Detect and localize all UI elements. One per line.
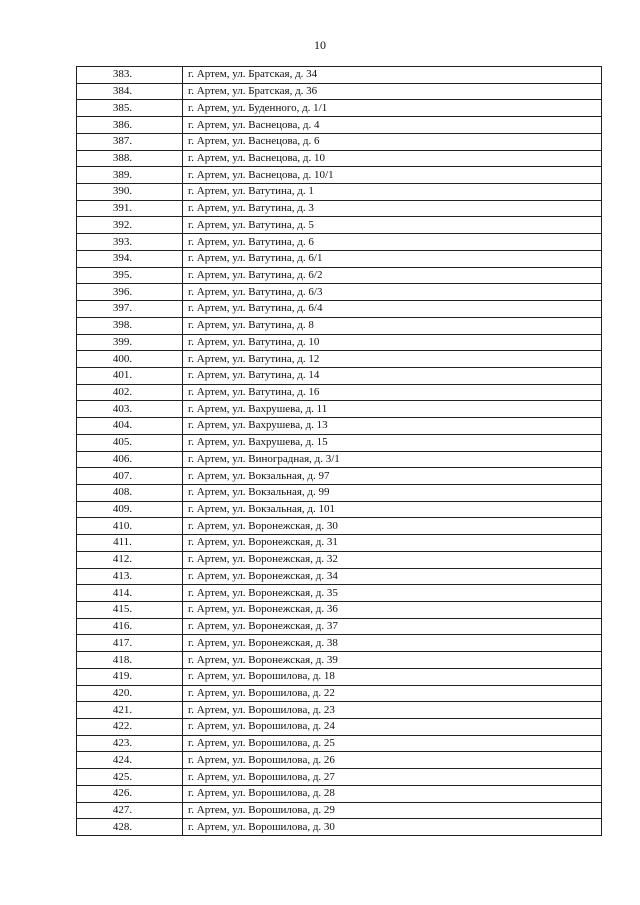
address-cell: г. Артем, ул. Васнецова, д. 6 xyxy=(183,133,602,150)
address-cell: г. Артем, ул. Буденного, д. 1/1 xyxy=(183,100,602,117)
address-cell: г. Артем, ул. Ватутина, д. 3 xyxy=(183,200,602,217)
table-row xyxy=(77,67,602,84)
row-number-cell: 417. xyxy=(77,635,183,652)
table-row xyxy=(77,518,602,535)
address-cell: г. Артем, ул. Воронежская, д. 36 xyxy=(183,602,602,619)
table-row xyxy=(77,150,602,167)
table-row xyxy=(77,234,602,251)
table-row xyxy=(77,401,602,418)
table-row xyxy=(77,384,602,401)
row-number-cell: 391. xyxy=(77,200,183,217)
table-row xyxy=(77,100,602,117)
row-number-cell: 390. xyxy=(77,184,183,201)
address-cell: г. Артем, ул. Вахрушева, д. 13 xyxy=(183,418,602,435)
table-row xyxy=(77,719,602,736)
row-number-cell: 385. xyxy=(77,100,183,117)
row-number-cell: 400. xyxy=(77,351,183,368)
table-row xyxy=(77,702,602,719)
row-number-cell: 408. xyxy=(77,484,183,501)
row-number-cell: 384. xyxy=(77,83,183,100)
address-table xyxy=(76,66,602,836)
table-row xyxy=(77,752,602,769)
table-row xyxy=(77,133,602,150)
table-row xyxy=(77,535,602,552)
table-row xyxy=(77,284,602,301)
row-number-cell: 424. xyxy=(77,752,183,769)
address-cell: г. Артем, ул. Васнецова, д. 4 xyxy=(183,117,602,134)
row-number-cell: 396. xyxy=(77,284,183,301)
table-row xyxy=(77,635,602,652)
row-number-cell: 397. xyxy=(77,301,183,318)
table-row xyxy=(77,267,602,284)
row-number-cell: 415. xyxy=(77,602,183,619)
address-cell: г. Артем, ул. Ворошилова, д. 18 xyxy=(183,668,602,685)
address-cell: г. Артем, ул. Ворошилова, д. 24 xyxy=(183,719,602,736)
table-row xyxy=(77,351,602,368)
address-cell: г. Артем, ул. Ватутина, д. 10 xyxy=(183,334,602,351)
table-row xyxy=(77,367,602,384)
row-number-cell: 398. xyxy=(77,317,183,334)
table-row xyxy=(77,334,602,351)
address-cell: г. Артем, ул. Братская, д. 36 xyxy=(183,83,602,100)
table-row xyxy=(77,117,602,134)
address-cell: г. Артем, ул. Воронежская, д. 37 xyxy=(183,618,602,635)
table-row xyxy=(77,819,602,836)
address-cell: г. Артем, ул. Ватутина, д. 6/1 xyxy=(183,250,602,267)
table-row xyxy=(77,602,602,619)
address-cell: г. Артем, ул. Вокзальная, д. 101 xyxy=(183,501,602,518)
address-cell: г. Артем, ул. Ватутина, д. 6/4 xyxy=(183,301,602,318)
address-cell: г. Артем, ул. Ватутина, д. 5 xyxy=(183,217,602,234)
row-number-cell: 428. xyxy=(77,819,183,836)
address-cell: г. Артем, ул. Ворошилова, д. 23 xyxy=(183,702,602,719)
address-cell: г. Артем, ул. Ворошилова, д. 28 xyxy=(183,785,602,802)
row-number-cell: 414. xyxy=(77,585,183,602)
row-number-cell: 419. xyxy=(77,668,183,685)
address-cell: г. Артем, ул. Ворошилова, д. 30 xyxy=(183,819,602,836)
row-number-cell: 418. xyxy=(77,652,183,669)
row-number-cell: 421. xyxy=(77,702,183,719)
row-number-cell: 388. xyxy=(77,150,183,167)
address-cell: г. Артем, ул. Вахрушева, д. 11 xyxy=(183,401,602,418)
table-row xyxy=(77,685,602,702)
address-cell: г. Артем, ул. Ватутина, д. 12 xyxy=(183,351,602,368)
row-number-cell: 410. xyxy=(77,518,183,535)
table-row xyxy=(77,652,602,669)
address-cell: г. Артем, ул. Ворошилова, д. 26 xyxy=(183,752,602,769)
table-row xyxy=(77,501,602,518)
row-number-cell: 413. xyxy=(77,568,183,585)
address-cell: г. Артем, ул. Ватутина, д. 8 xyxy=(183,317,602,334)
row-number-cell: 386. xyxy=(77,117,183,134)
table-row xyxy=(77,83,602,100)
address-cell: г. Артем, ул. Воронежская, д. 35 xyxy=(183,585,602,602)
table-row xyxy=(77,250,602,267)
row-number-cell: 425. xyxy=(77,769,183,786)
address-cell: г. Артем, ул. Воронежская, д. 38 xyxy=(183,635,602,652)
row-number-cell: 407. xyxy=(77,468,183,485)
row-number-cell: 389. xyxy=(77,167,183,184)
table-row xyxy=(77,785,602,802)
row-number-cell: 404. xyxy=(77,418,183,435)
address-cell: г. Артем, ул. Виноградная, д. 3/1 xyxy=(183,451,602,468)
table-row xyxy=(77,568,602,585)
address-cell: г. Артем, ул. Воронежская, д. 34 xyxy=(183,568,602,585)
row-number-cell: 401. xyxy=(77,367,183,384)
address-cell: г. Артем, ул. Братская, д. 34 xyxy=(183,67,602,84)
row-number-cell: 395. xyxy=(77,267,183,284)
row-number-cell: 412. xyxy=(77,551,183,568)
address-cell: г. Артем, ул. Ватутина, д. 16 xyxy=(183,384,602,401)
address-cell: г. Артем, ул. Ватутина, д. 1 xyxy=(183,184,602,201)
table-row xyxy=(77,668,602,685)
address-cell: г. Артем, ул. Ворошилова, д. 27 xyxy=(183,769,602,786)
row-number-cell: 383. xyxy=(77,67,183,84)
address-cell: г. Артем, ул. Ватутина, д. 6 xyxy=(183,234,602,251)
row-number-cell: 420. xyxy=(77,685,183,702)
row-number-cell: 426. xyxy=(77,785,183,802)
row-number-cell: 416. xyxy=(77,618,183,635)
address-cell: г. Артем, ул. Васнецова, д. 10/1 xyxy=(183,167,602,184)
table-row xyxy=(77,418,602,435)
row-number-cell: 393. xyxy=(77,234,183,251)
address-cell: г. Артем, ул. Вокзальная, д. 97 xyxy=(183,468,602,485)
table-row xyxy=(77,301,602,318)
address-cell: г. Артем, ул. Воронежская, д. 32 xyxy=(183,551,602,568)
row-number-cell: 406. xyxy=(77,451,183,468)
table-row xyxy=(77,735,602,752)
address-cell: г. Артем, ул. Васнецова, д. 10 xyxy=(183,150,602,167)
address-cell: г. Артем, ул. Ватутина, д. 14 xyxy=(183,367,602,384)
address-cell: г. Артем, ул. Воронежская, д. 30 xyxy=(183,518,602,535)
table-row xyxy=(77,451,602,468)
row-number-cell: 387. xyxy=(77,133,183,150)
table-row xyxy=(77,217,602,234)
table-row xyxy=(77,585,602,602)
address-cell: г. Артем, ул. Ворошилова, д. 29 xyxy=(183,802,602,819)
row-number-cell: 394. xyxy=(77,250,183,267)
row-number-cell: 427. xyxy=(77,802,183,819)
row-number-cell: 409. xyxy=(77,501,183,518)
table-row xyxy=(77,468,602,485)
table-row xyxy=(77,769,602,786)
table-row xyxy=(77,484,602,501)
address-cell: г. Артем, ул. Воронежская, д. 31 xyxy=(183,535,602,552)
address-cell: г. Артем, ул. Ватутина, д. 6/3 xyxy=(183,284,602,301)
address-cell: г. Артем, ул. Ворошилова, д. 22 xyxy=(183,685,602,702)
address-cell: г. Артем, ул. Вахрушева, д. 15 xyxy=(183,434,602,451)
address-cell: г. Артем, ул. Ворошилова, д. 25 xyxy=(183,735,602,752)
table-row xyxy=(77,200,602,217)
table-row xyxy=(77,167,602,184)
table-row xyxy=(77,551,602,568)
row-number-cell: 399. xyxy=(77,334,183,351)
row-number-cell: 411. xyxy=(77,535,183,552)
address-table-body xyxy=(77,67,602,836)
page-number: 10 xyxy=(314,38,326,52)
row-number-cell: 423. xyxy=(77,735,183,752)
row-number-cell: 403. xyxy=(77,401,183,418)
table-row xyxy=(77,317,602,334)
row-number-cell: 402. xyxy=(77,384,183,401)
table-row xyxy=(77,184,602,201)
address-cell: г. Артем, ул. Вокзальная, д. 99 xyxy=(183,484,602,501)
row-number-cell: 405. xyxy=(77,434,183,451)
row-number-cell: 422. xyxy=(77,719,183,736)
table-row xyxy=(77,618,602,635)
table-row xyxy=(77,434,602,451)
row-number-cell: 392. xyxy=(77,217,183,234)
address-cell: г. Артем, ул. Ватутина, д. 6/2 xyxy=(183,267,602,284)
table-row xyxy=(77,802,602,819)
address-cell: г. Артем, ул. Воронежская, д. 39 xyxy=(183,652,602,669)
